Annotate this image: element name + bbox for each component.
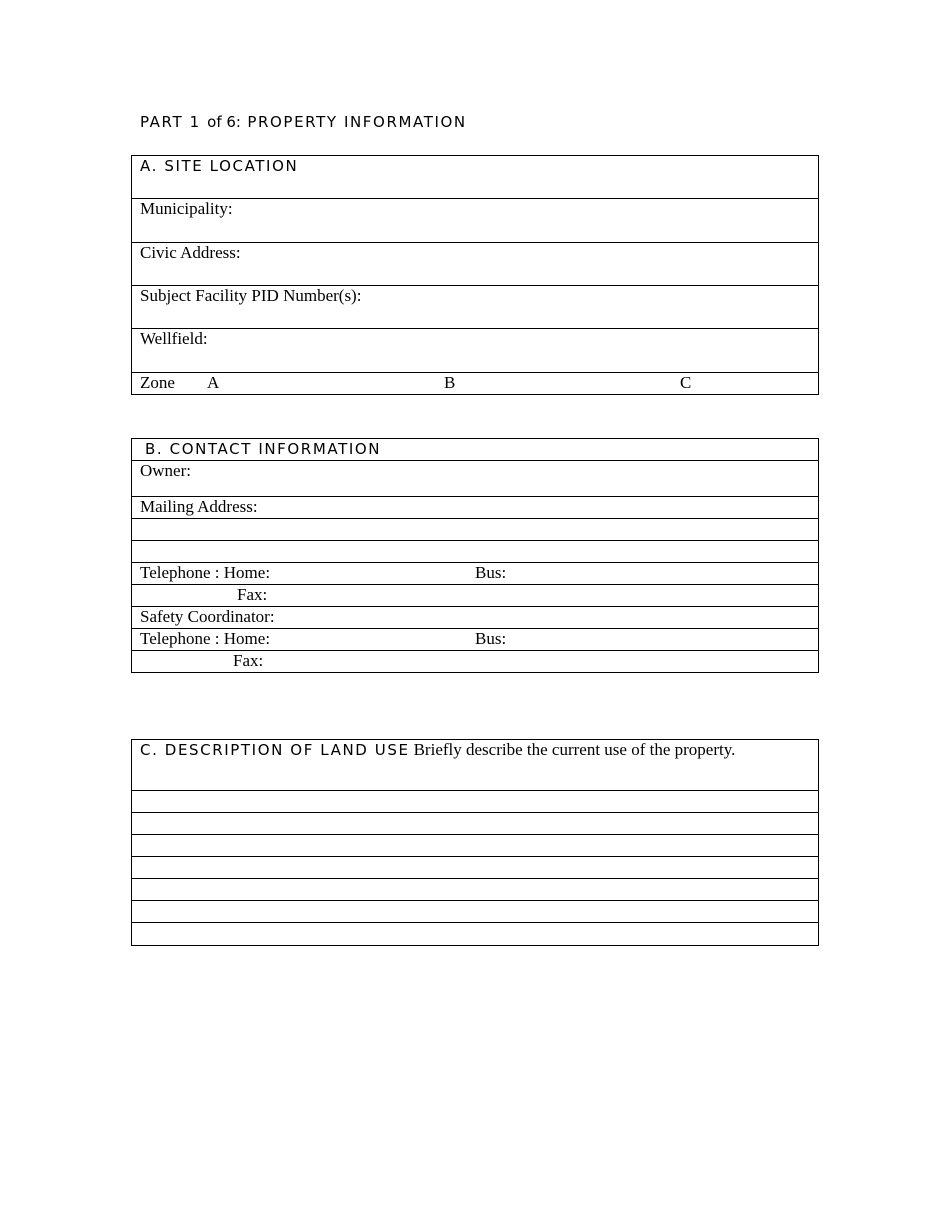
mailing-address-line-3[interactable] xyxy=(132,541,819,563)
page-title xyxy=(140,113,467,131)
land-use-line[interactable] xyxy=(132,923,819,946)
land-use-heading-row xyxy=(132,740,819,791)
coordinator-fax-row[interactable] xyxy=(132,651,819,673)
land-use-heading: C. DESCRIPTION OF LAND USE xyxy=(140,741,410,759)
safety-coordinator-field[interactable]: Safety Coordinator: xyxy=(132,607,819,629)
land-use-line[interactable] xyxy=(132,791,819,813)
part-name: PROPERTY INFORMATION xyxy=(247,113,467,131)
civic-address-field[interactable]: Civic Address: xyxy=(132,243,819,286)
coordinator-telephone-home-label: Telephone : Home: xyxy=(140,629,271,648)
owner-bus-label: Bus: xyxy=(475,563,507,582)
land-use-table xyxy=(131,739,819,946)
land-use-line[interactable] xyxy=(132,879,819,901)
part-number: PART 1 xyxy=(140,113,201,131)
zone-b-option[interactable]: B xyxy=(444,373,456,392)
land-use-line[interactable] xyxy=(132,857,819,879)
land-use-line[interactable] xyxy=(132,813,819,835)
owner-field[interactable]: Owner: xyxy=(132,461,819,497)
zone-a-option[interactable]: A xyxy=(207,373,220,392)
owner-telephone-row[interactable] xyxy=(132,563,819,585)
site-location-heading: A. SITE LOCATION xyxy=(132,156,819,199)
coordinator-bus-label: Bus: xyxy=(475,629,507,648)
mailing-address-line-2[interactable] xyxy=(132,519,819,541)
land-use-line[interactable] xyxy=(132,901,819,923)
coordinator-fax-label: Fax: xyxy=(233,651,264,670)
owner-fax-row[interactable] xyxy=(132,585,819,607)
land-use-line[interactable] xyxy=(132,835,819,857)
municipality-field[interactable]: Municipality: xyxy=(132,199,819,243)
pid-number-field[interactable]: Subject Facility PID Number(s): xyxy=(132,286,819,329)
zone-row[interactable] xyxy=(132,373,819,395)
mailing-address-field[interactable]: Mailing Address: xyxy=(132,497,819,519)
wellfield-field[interactable]: Wellfield: xyxy=(132,329,819,373)
contact-information-heading: B. CONTACT INFORMATION xyxy=(132,439,819,461)
site-location-table xyxy=(131,155,819,395)
zone-c-option[interactable]: C xyxy=(680,373,692,392)
part-of: of 6: xyxy=(207,113,241,131)
owner-fax-label: Fax: xyxy=(237,585,268,604)
zone-label: Zone xyxy=(140,373,175,392)
contact-information-table xyxy=(131,438,819,673)
owner-telephone-home-label: Telephone : Home: xyxy=(140,563,271,582)
land-use-instruction: Briefly describe the current use of the property. xyxy=(413,740,736,759)
coordinator-telephone-row[interactable] xyxy=(132,629,819,651)
